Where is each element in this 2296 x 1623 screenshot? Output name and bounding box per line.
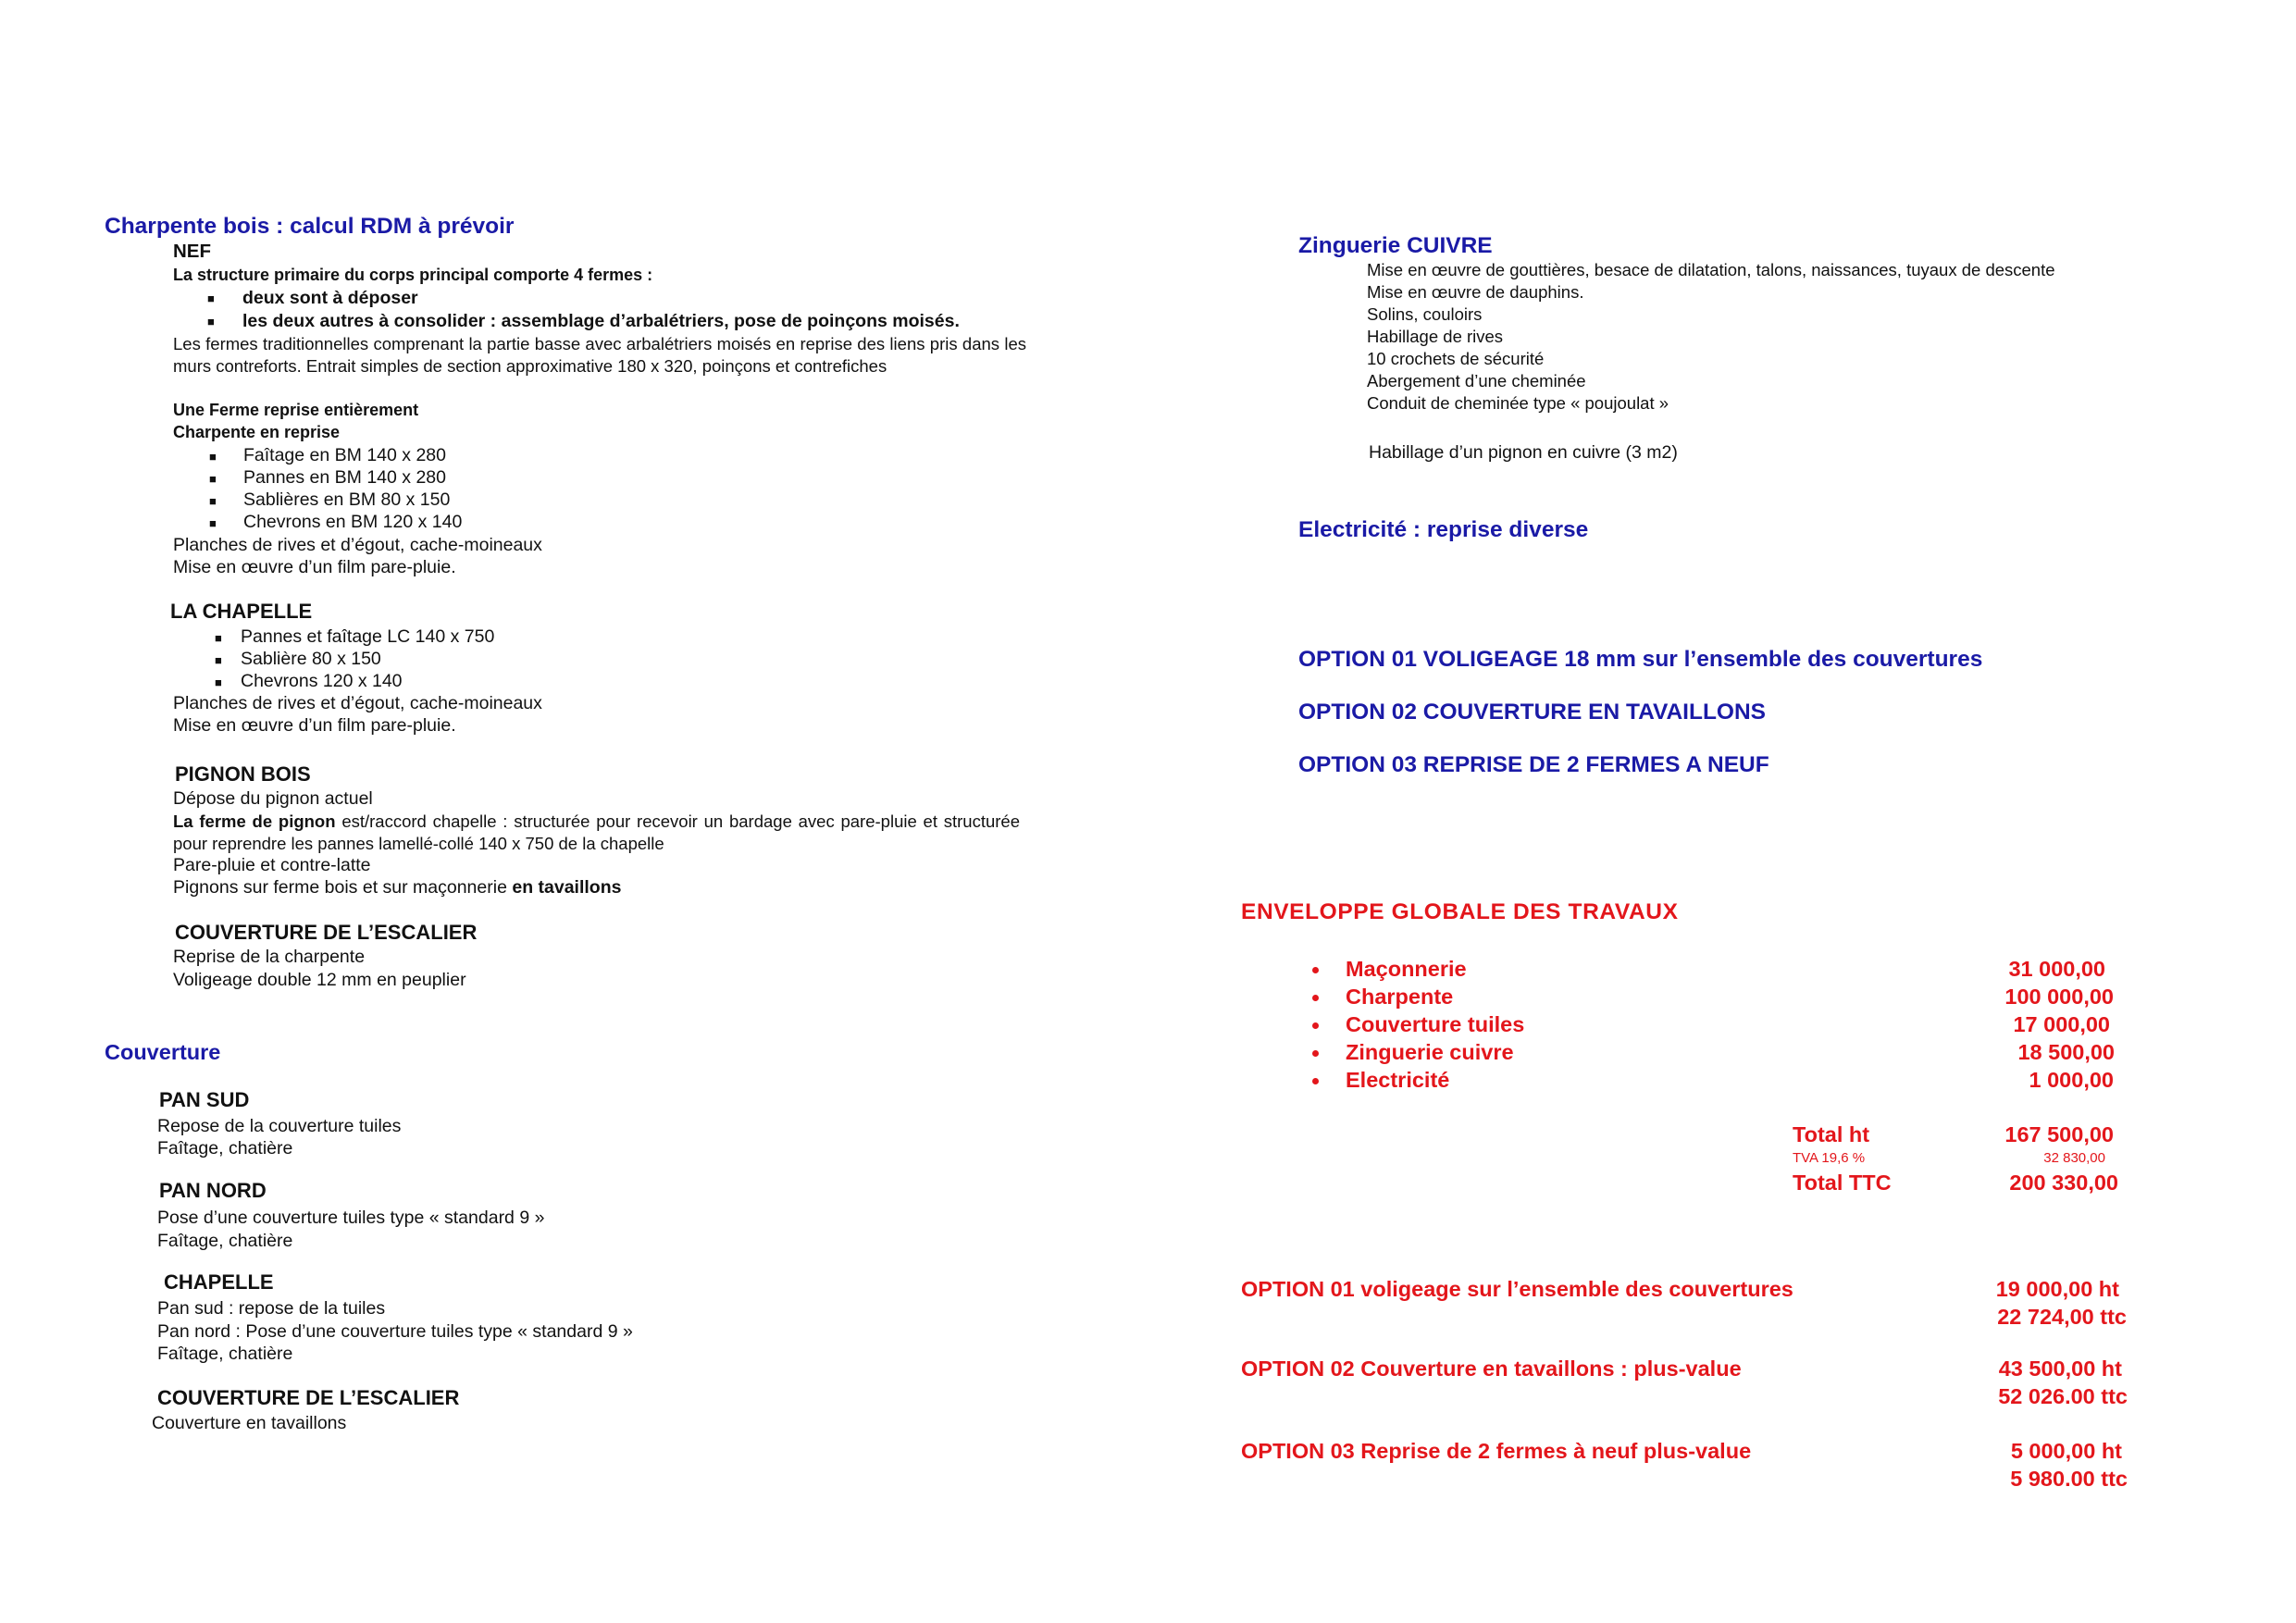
enveloppe-item-amount: 1 000,00 bbox=[2029, 1068, 2114, 1092]
couv-chapelle-line-1: Pan sud : repose de la tuiles bbox=[157, 1298, 386, 1319]
zinguerie-line: Mise en œuvre de gouttières, besace de dilatation, talons, naissances, tuyaux de descente bbox=[1367, 260, 2055, 279]
option-cost-label: OPTION 02 Couverture en tavaillons : plus-value bbox=[1241, 1357, 1742, 1381]
nef-bullet-1: deux sont à déposer bbox=[242, 288, 418, 308]
pignon-line-3 bbox=[173, 877, 621, 898]
ferme-reprise: Une Ferme reprise entièrement bbox=[173, 401, 419, 419]
chapelle-item-1: Pannes et faîtage LC 140 x 750 bbox=[241, 626, 495, 647]
zinguerie-extra: Habillage d’un pignon en cuivre (3 m2) bbox=[1369, 442, 1678, 463]
pignon-paragraph bbox=[173, 811, 1020, 855]
couv-chapelle-line-3: Faîtage, chatière bbox=[157, 1344, 293, 1364]
bullet-square-icon: ■ bbox=[209, 450, 217, 464]
bullet-square-icon: ■ bbox=[209, 494, 217, 508]
option-cost-ht: 19 000,00 ht bbox=[1995, 1277, 2119, 1301]
pan-nord-title: PAN NORD bbox=[159, 1179, 267, 1202]
option-cost-ht: 5 000,00 ht bbox=[2010, 1439, 2122, 1463]
option-03-heading: OPTION 03 REPRISE DE 2 FERMES A NEUF bbox=[1298, 752, 1769, 777]
pignon-line-1: Dépose du pignon actuel bbox=[173, 788, 373, 809]
zinguerie-list bbox=[1367, 259, 2055, 415]
electricite-heading: Electricité : reprise diverse bbox=[1298, 517, 1589, 542]
option-cost-ttc: 52 026.00 ttc bbox=[1998, 1384, 2128, 1408]
couv-chapelle-line-2: Pan nord : Pose d’une couverture tuiles type « standard 9 » bbox=[157, 1321, 633, 1342]
zinguerie-line: Conduit de cheminée type « poujoulat » bbox=[1367, 393, 1669, 413]
chapelle-item-2: Sablière 80 x 150 bbox=[241, 649, 381, 669]
option-02-heading: OPTION 02 COUVERTURE EN TAVAILLONS bbox=[1298, 700, 1767, 725]
zinguerie-line: 10 crochets de sécurité bbox=[1367, 349, 1545, 368]
total-ht-value: 167 500,00 bbox=[2004, 1122, 2114, 1146]
escalier-title: COUVERTURE DE L’ESCALIER bbox=[175, 921, 478, 944]
total-ht-label: Total ht bbox=[1793, 1122, 1870, 1146]
enveloppe-item-label: Charpente bbox=[1346, 985, 1454, 1009]
zinguerie-heading: Zinguerie CUIVRE bbox=[1298, 233, 1493, 258]
option-cost-ttc: 5 980.00 ttc bbox=[2010, 1467, 2128, 1491]
nef-line-2: Mise en œuvre d’un film pare-pluie. bbox=[173, 557, 456, 577]
pan-nord-line-1: Pose d’une couverture tuiles type « standard 9 » bbox=[157, 1208, 545, 1228]
nef-line-1: Planches de rives et d’égout, cache-moineaux bbox=[173, 535, 542, 555]
option-01-heading: OPTION 01 VOLIGEAGE 18 mm sur l’ensemble des couvertures bbox=[1298, 647, 1983, 672]
bullet-dot-icon bbox=[1312, 1078, 1319, 1084]
escalier-line-2: Voligeage double 12 mm en peuplier bbox=[173, 970, 466, 990]
couv-chapelle-title: CHAPELLE bbox=[164, 1270, 274, 1294]
pan-sud-line-2: Faîtage, chatière bbox=[157, 1138, 293, 1158]
option-cost-ttc: 22 724,00 ttc bbox=[1997, 1305, 2127, 1329]
zinguerie-line: Mise en œuvre de dauphins. bbox=[1367, 282, 1584, 302]
enveloppe-item-amount: 17 000,00 bbox=[2013, 1012, 2110, 1036]
nef-item-3: Sablières en BM 80 x 150 bbox=[243, 489, 451, 510]
pignon-line-3-bold: en tavaillons bbox=[512, 877, 622, 898]
bullet-square-icon: ■ bbox=[215, 653, 222, 667]
enveloppe-item-label: Maçonnerie bbox=[1346, 957, 1467, 981]
option-cost-label: OPTION 03 Reprise de 2 fermes à neuf plus-value bbox=[1241, 1439, 1752, 1463]
enveloppe-item-amount: 18 500,00 bbox=[2017, 1040, 2115, 1064]
pan-sud-line-1: Repose de la couverture tuiles bbox=[157, 1116, 402, 1136]
tva-value: 32 830,00 bbox=[2043, 1150, 2105, 1166]
option-cost-label: OPTION 01 voligeage sur l’ensemble des couvertures bbox=[1241, 1277, 1793, 1301]
bullet-dot-icon bbox=[1312, 995, 1319, 1001]
escalier-line-1: Reprise de la charpente bbox=[173, 947, 366, 967]
total-ttc-label: Total TTC bbox=[1793, 1171, 1892, 1195]
tva-label: TVA 19,6 % bbox=[1793, 1150, 1866, 1166]
pignon-line-3-text: Pignons sur ferme bois et sur maçonnerie bbox=[173, 877, 513, 898]
enveloppe-item-amount: 31 000,00 bbox=[2008, 957, 2105, 981]
charpente-heading: Charpente bois : calcul RDM à prévoir bbox=[105, 214, 515, 239]
chapelle-item-3: Chevrons 120 x 140 bbox=[241, 671, 403, 691]
charpente-reprise: Charpente en reprise bbox=[173, 423, 341, 441]
couverture-heading: Couverture bbox=[105, 1040, 221, 1064]
zinguerie-line: Habillage de rives bbox=[1367, 327, 1504, 346]
nef-item-1: Faîtage en BM 140 x 280 bbox=[243, 445, 446, 465]
bullet-square-icon: ■ bbox=[215, 675, 222, 689]
option-cost-ht: 43 500,00 ht bbox=[1998, 1357, 2122, 1381]
nef-intro: La structure primaire du corps principal comporte 4 fermes : bbox=[173, 266, 653, 284]
pignon-title: PIGNON BOIS bbox=[175, 762, 311, 786]
pan-nord-line-2: Faîtage, chatière bbox=[157, 1231, 293, 1251]
nef-item-4: Chevrons en BM 120 x 140 bbox=[243, 512, 463, 532]
enveloppe-item-amount: 100 000,00 bbox=[2004, 985, 2114, 1009]
bullet-dot-icon bbox=[1312, 967, 1319, 973]
chapelle-line-1: Planches de rives et d’égout, cache-moineaux bbox=[173, 693, 542, 713]
bullet-square-icon: ■ bbox=[207, 315, 215, 328]
bullet-dot-icon bbox=[1312, 1050, 1319, 1057]
nef-bullet-2: les deux autres à consolider : assemblage d’arbalétriers, pose de poinçons moisés. bbox=[242, 311, 960, 331]
zinguerie-line: Solins, couloirs bbox=[1367, 304, 1483, 324]
enveloppe-item-label: Couverture tuiles bbox=[1346, 1012, 1525, 1036]
couv-escalier-title: COUVERTURE DE L’ESCALIER bbox=[157, 1386, 460, 1409]
bullet-square-icon: ■ bbox=[209, 516, 217, 530]
pan-sud-title: PAN SUD bbox=[159, 1088, 250, 1111]
total-ttc-value: 200 330,00 bbox=[2009, 1171, 2118, 1195]
nef-paragraph: Les fermes traditionnelles comprenant la partie basse avec arbalétriers moisés en reprise des liens pris dans les murs contreforts. Entrait simples de section approximative 180 x 320, poinçons et contrefiches bbox=[173, 334, 1026, 376]
zinguerie-line: Abergement d’une cheminée bbox=[1367, 371, 1586, 390]
bullet-square-icon: ■ bbox=[207, 291, 215, 305]
bullet-square-icon: ■ bbox=[215, 631, 222, 645]
bullet-square-icon: ■ bbox=[209, 472, 217, 486]
enveloppe-item-label: Electricité bbox=[1346, 1068, 1450, 1092]
nef-item-2: Pannes en BM 140 x 280 bbox=[243, 467, 446, 488]
chapelle-title: LA CHAPELLE bbox=[170, 600, 313, 623]
chapelle-line-2: Mise en œuvre d’un film pare-pluie. bbox=[173, 715, 456, 736]
couv-escalier-line: Couverture en tavaillons bbox=[152, 1413, 347, 1433]
enveloppe-item-label: Zinguerie cuivre bbox=[1346, 1040, 1514, 1064]
nef-title: NEF bbox=[173, 241, 211, 262]
pignon-line-2: Pare-pluie et contre-latte bbox=[173, 855, 371, 875]
pignon-paragraph-rest: est/raccord chapelle : structurée pour recevoir un bardage avec pare-pluie et structurée pour reprendre les pannes lamellé-collé 140 x 750 de la chapelle bbox=[173, 812, 1020, 853]
bullet-dot-icon bbox=[1312, 1022, 1319, 1029]
pignon-paragraph-bold: La ferme de pignon bbox=[173, 812, 336, 831]
enveloppe-title: ENVELOPPE GLOBALE DES TRAVAUX bbox=[1241, 899, 1679, 924]
